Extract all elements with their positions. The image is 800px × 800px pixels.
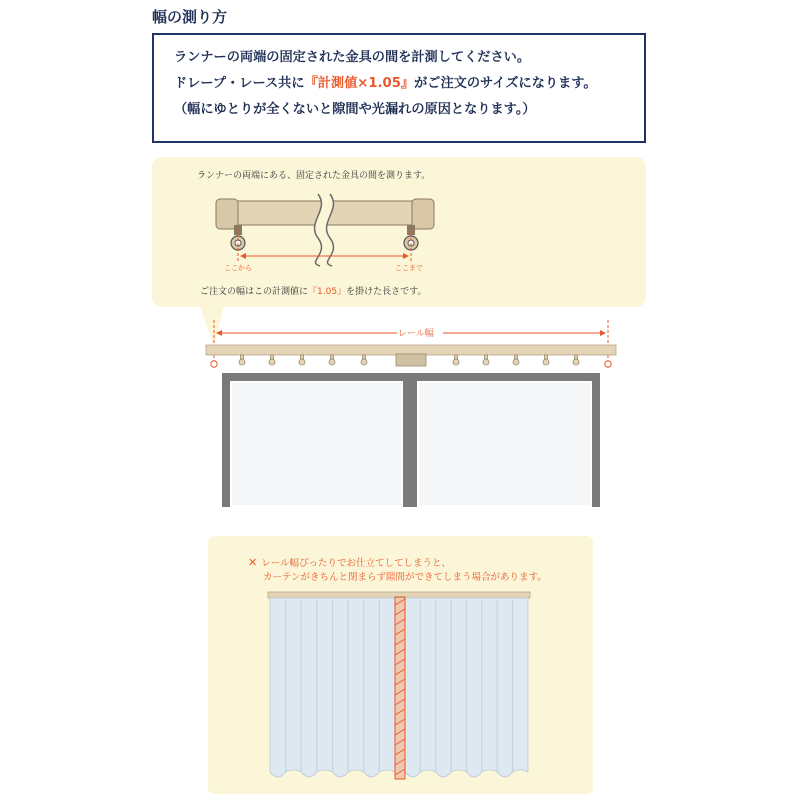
curtain-gap-illustration <box>268 592 530 779</box>
runner-closeup <box>216 194 434 266</box>
notice-line-2: ドレープ・レース共に『計測値×1.05』がご注文のサイズになります。 <box>174 76 597 91</box>
gap-warning: ✕ レール幅ぴったりでお仕立てしてしまうと、 カーテンがきちんと閉まらず隙間ができてしまう場合があります。 <box>248 556 547 583</box>
detail-caption: ランナーの両端にある、固定された金具の間を測ります。 <box>197 171 431 181</box>
notice-line-1: ランナーの両端の固定された金具の間を計測してください。 <box>174 50 531 65</box>
window-frame <box>222 373 600 507</box>
notice-highlight: 『計測値×1.05』 <box>304 76 415 91</box>
to-label: ここまで <box>395 264 423 272</box>
from-label: ここから <box>224 264 252 272</box>
warning-x-icon: ✕ <box>248 556 258 569</box>
rail-width-label: レール幅 <box>398 329 434 339</box>
page-title: 幅の測り方 <box>152 8 228 26</box>
detail-note: ご注文の幅はこの計測値に『1.05』を掛けた長さです。 <box>200 287 427 297</box>
notice-line-3: （幅にゆとりが全くないと隙間や光漏れの原因となります。） <box>174 102 536 117</box>
